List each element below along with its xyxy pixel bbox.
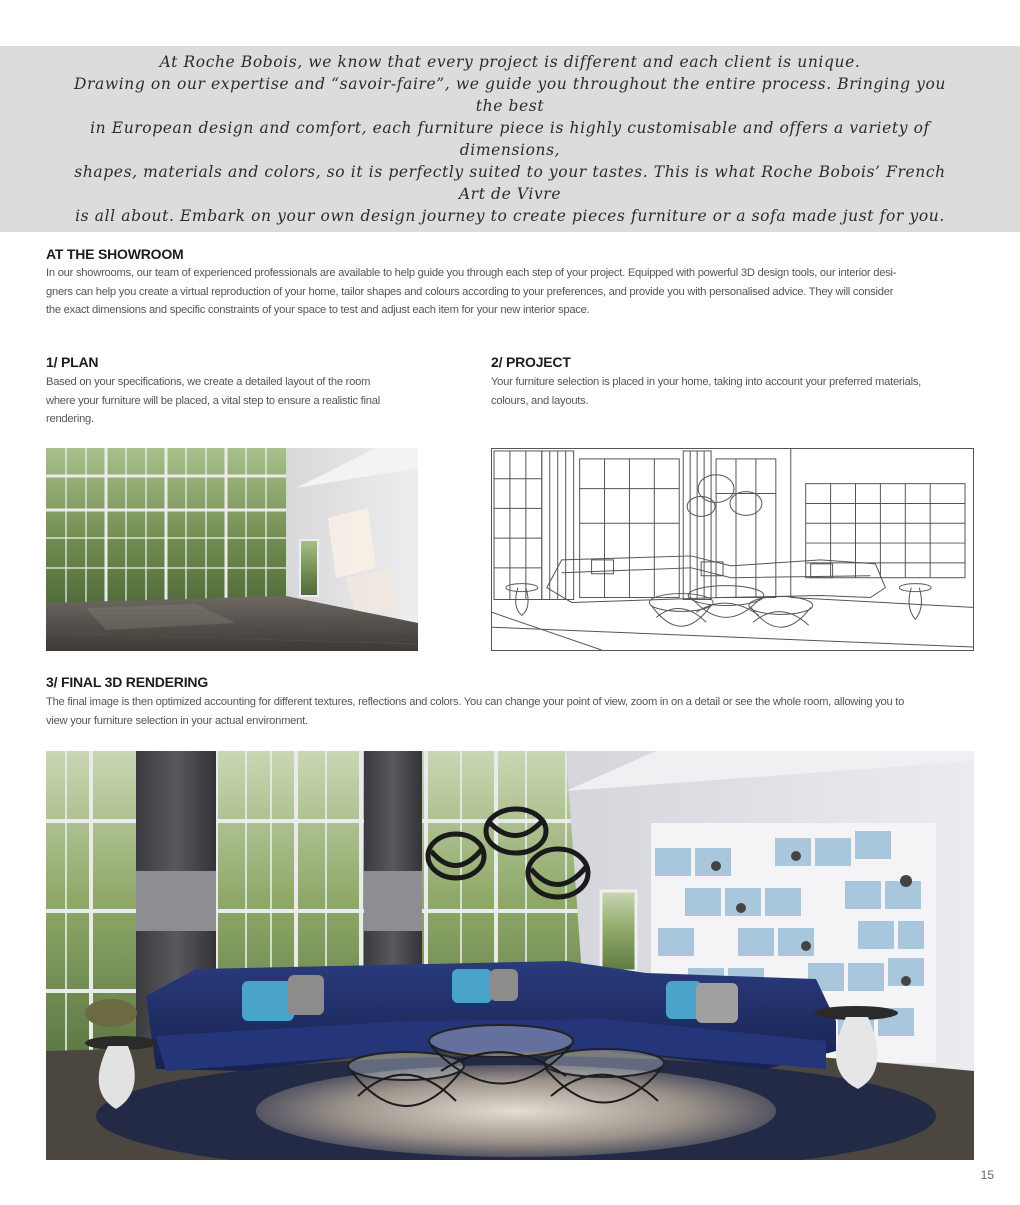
plan-text: [46, 373, 418, 429]
showroom-text: [46, 264, 981, 320]
intro-line: shapes, materials and colors, so it is perfectly suited to your tastes. This is what Roche Bobois’ French Art de Vivre: [74, 163, 946, 203]
showroom-line: the exact dimensions and specific constraints of your space to test and adjust each item for your new interior space.: [46, 304, 590, 316]
intro-banner: [0, 46, 1020, 232]
plan-line: where your furniture will be placed, a vital step to ensure a realistic final: [46, 394, 380, 407]
rendering-text: [46, 693, 976, 730]
rendering-line: view your furniture selection in your actual environment.: [46, 714, 308, 727]
page-number: 15: [980, 1168, 994, 1182]
intro-line: At Roche Bobois, we know that every project is different and each client is unique.: [159, 53, 861, 71]
project-sketch-image: [491, 448, 974, 651]
rendering-line: The final image is then optimized accounting for different textures, reflections and colors. You can change your point of view, zoom in on a detail or see the whole room, allowing you to: [46, 696, 905, 708]
rendering-heading: 3/ FINAL 3D RENDERING: [46, 674, 209, 690]
project-heading: 2/ PROJECT: [491, 354, 571, 370]
project-line: colours, and layouts.: [491, 394, 589, 407]
plan-line: Based on your specifications, we create a detailed layout of the room: [46, 376, 371, 388]
intro-line: is all about. Embark on your own design journey to create pieces furniture or a sofa made just for you.: [75, 207, 945, 225]
showroom-line: In our showrooms, our team of experienced professionals are available to help guide you through each step of your project. Equipped with powerful 3D design tools, our interior desi-: [46, 267, 897, 279]
showroom-heading: AT THE SHOWROOM: [46, 246, 184, 262]
intro-line: Drawing on our expertise and “savoir-faire”, we guide you throughout the entire process. Bringing you the best: [74, 75, 946, 115]
plan-heading: 1/ PLAN: [46, 354, 99, 370]
intro-text: [60, 51, 960, 227]
project-line: Your furniture selection is placed in your home, taking into account your preferred materials,: [491, 376, 922, 388]
showroom-line: gners can help you create a virtual reproduction of your home, tailor shapes and colours according to your preferences, and provide you with personalised advice. They will consider: [46, 285, 894, 298]
plan-room-image: [46, 448, 418, 651]
final-rendering-image: [46, 751, 974, 1160]
project-text: [491, 373, 974, 410]
intro-line: in European design and comfort, each furniture piece is highly customisable and offers a variety of dimensions,: [90, 119, 930, 159]
plan-line: rendering.: [46, 413, 94, 425]
